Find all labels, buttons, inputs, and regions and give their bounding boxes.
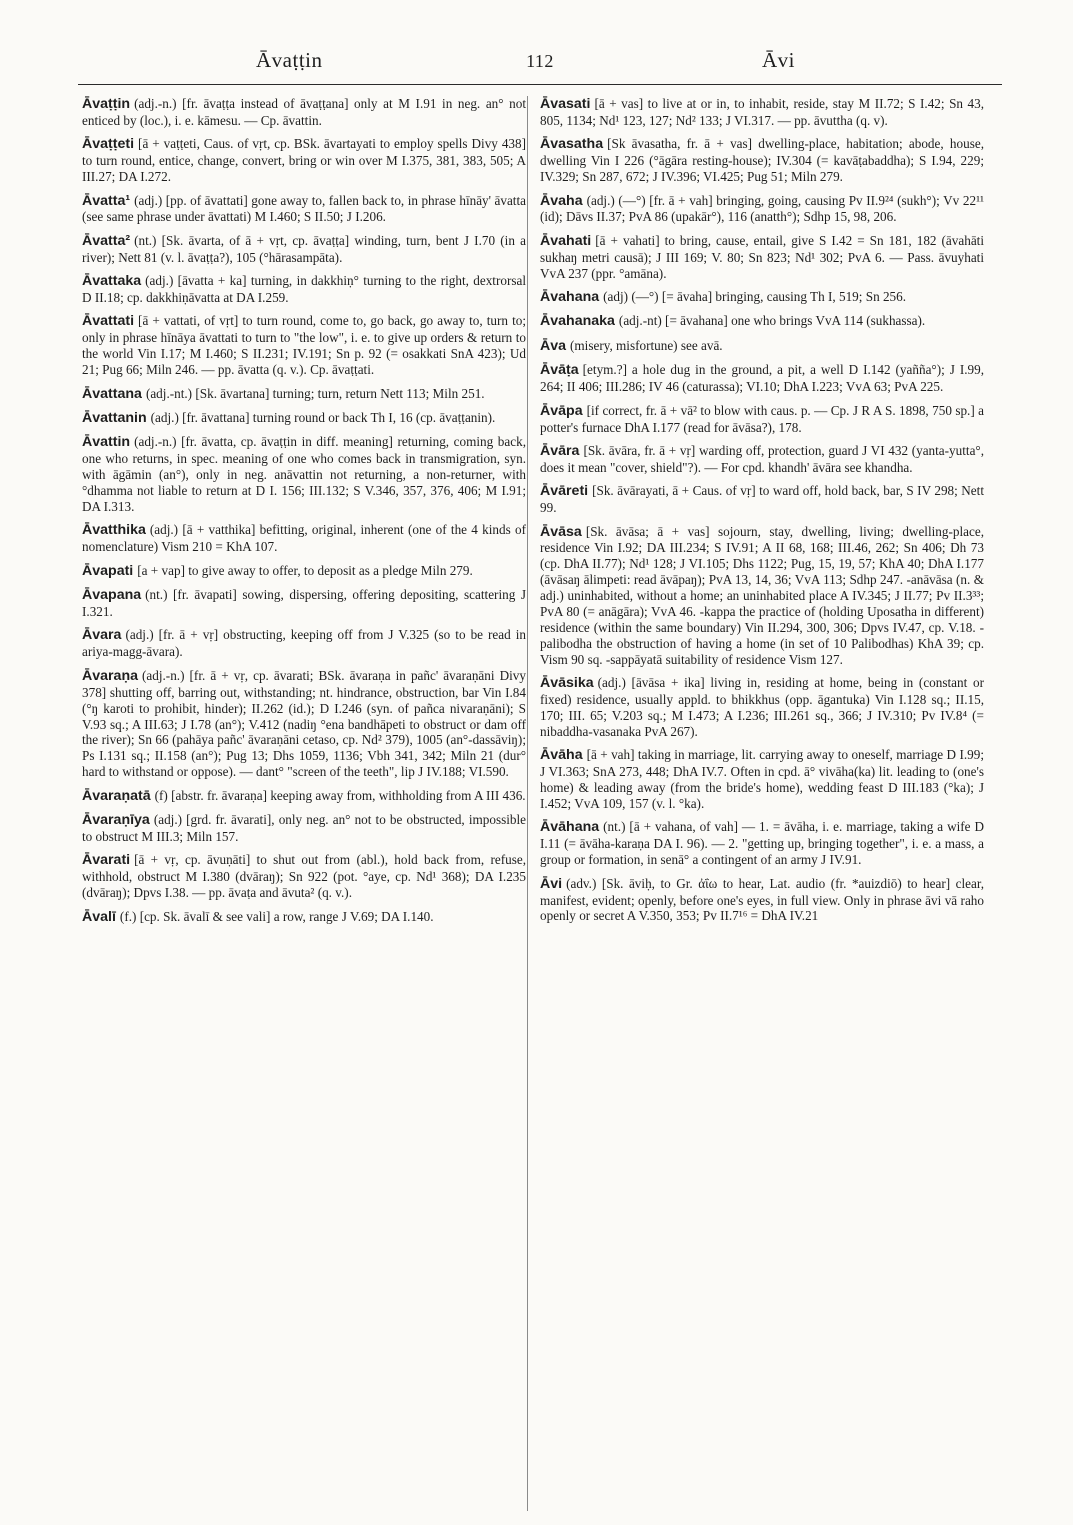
entry-headword: Āvāsika bbox=[540, 675, 594, 692]
entry-definition: (f) [abstr. fr. āvaraṇa] keeping away from, withholding from A III 436. bbox=[154, 787, 526, 803]
entry-definition: [etym.?] a hole dug in the ground, a pit, a well D I.142 (yañña°); J I.99, 264; II 406; III.286; IV 46 (caturassa); VI.10; DhA I.223; VvA 63; PvA 225. bbox=[540, 362, 984, 395]
entry-definition: (adv.) [Sk. āviḥ, to Gr. ἀΐω to hear, Lat. audio (fr. *auizdiō) to hear] clear, manifest, evident; openly, before one's eyes, in full view. Only in phrase āvi vā raho openly or secret A V.350, 353; Pv II.7¹⁶ = DhA IV.21 bbox=[540, 875, 984, 924]
entry-headword: Āvatthika bbox=[82, 522, 146, 539]
dictionary-entry bbox=[540, 483, 984, 516]
running-head bbox=[78, 44, 1002, 85]
dictionary-entry bbox=[82, 313, 526, 378]
dictionary-entry bbox=[540, 233, 984, 282]
right-column bbox=[540, 96, 984, 932]
dictionary-entry bbox=[540, 747, 984, 812]
entry-headword: Āvaraṇatā bbox=[82, 787, 151, 804]
entry-definition: (nt.) [fr. āvapati] sowing, dispersing, offering depositing, scattering J I.321. bbox=[82, 587, 526, 620]
entry-headword: Āvattati bbox=[82, 313, 135, 330]
dictionary-entry bbox=[540, 524, 984, 668]
dictionary-entry bbox=[82, 193, 526, 226]
dictionary-entry bbox=[82, 273, 526, 306]
entry-headword: Āvaraṇa bbox=[82, 667, 138, 684]
entry-definition: [if correct, fr. ā + vā² to blow with caus. p. — Cp. J R A S. 1898, 750 sp.] a potter's furnace DhA I.177 (read for āvāsa?), 178. bbox=[540, 402, 984, 435]
entry-headword: Āvāra bbox=[540, 442, 580, 459]
entry-headword: Āvāreti bbox=[540, 483, 589, 500]
dictionary-entry bbox=[82, 668, 526, 780]
dictionary-entry bbox=[540, 338, 984, 355]
entry-definition: (adj.) [ā + vatthika] befitting, original, inherent (one of the 4 kinds of nomenclature) Vism 210 = KhA 107. bbox=[82, 522, 526, 555]
column-divider bbox=[527, 96, 528, 1511]
entry-headword: Āvāha bbox=[540, 747, 583, 764]
entry-headword: Āvaṭṭeti bbox=[82, 136, 135, 153]
entry-definition: (f.) [cp. Sk. āvalī & see vali] a row, range J V.69; DA I.140. bbox=[119, 908, 434, 924]
entry-definition: (adj.-nt) [= āvahana] one who brings VvA 114 (sukhassa). bbox=[618, 313, 926, 329]
dictionary-entry bbox=[540, 403, 984, 436]
entry-definition: (adj.) [āvatta + ka] turning, in dakkhiṇ° turning to the right, dextrorsal D II.18; cp. dakkhiṇāvatta at DA I.259. bbox=[82, 273, 526, 306]
entry-definition: (adj.-n.) [fr. ā + vṛ, cp. āvarati; BSk. āvaraṇa in pañc' āvaraṇāni Divy 378] shutting off, barring out, withstanding; nt. hindrance, obstruction, bar Vin I.84 (°ŋ karoti to prohibit, hinder); II.262 (id.); D I.246 (syn. of pañca nivaraṇāni); S V.93 sq.; A III.63; J I.78 (an°); V.412 (nadiŋ °ena bandhāpeti to obstruct or dam off the river); Sn 66 (pahāya pañc' āvaraṇāni cetaso, cp. Nd² 379), 1005 (an°-dassāviŋ); Ps I.131 sq.; II.158 (an°); Pug 13; Dhs 1059, 1136; Vbh 341, 342; Miln 21 (dur° hard to withstand or oppose). — dant° "screen of the teeth", lip J IV.188; VI.590. bbox=[82, 667, 526, 780]
dictionary-entry bbox=[82, 587, 526, 620]
entry-definition: (adj.) [grd. fr. āvarati], only neg. an° not to be obstructed, impossible to obstruct M III.3; Miln 157. bbox=[82, 812, 526, 844]
dictionary-entry bbox=[82, 386, 526, 403]
entry-headword: Āvāpa bbox=[540, 402, 583, 419]
entry-headword: Āvāhana bbox=[540, 819, 600, 836]
entry-headword: Āvāsa bbox=[540, 523, 582, 540]
header-left-guideword: Āvaṭṭin bbox=[256, 48, 323, 72]
entry-definition: (nt.) [ā + vahana, of vah] — 1. = āvāha, i. e. marriage, taking a wife D I.11 (= āvāha-karaṇa DA I. 96). — 2. "getting up, bringing together", i. e. a mass, a group or formation, in senā° a contingent of an army J IV.91. bbox=[540, 819, 984, 868]
entry-definition: (adj.-nt.) [Sk. āvartana] turning; turn, return Nett 113; Miln 251. bbox=[145, 385, 485, 401]
entry-headword: Āvahana bbox=[540, 289, 600, 306]
entry-headword: Āva bbox=[540, 337, 567, 354]
entry-headword: Āvahanaka bbox=[540, 313, 615, 330]
dictionary-entry bbox=[82, 627, 526, 660]
dictionary-entry bbox=[82, 563, 526, 580]
header-right-guideword: Āvi bbox=[762, 48, 795, 72]
dictionary-entry bbox=[82, 136, 526, 185]
entry-headword: Āvapana bbox=[82, 587, 142, 604]
dictionary-entry bbox=[82, 522, 526, 555]
entry-headword: Āvapati bbox=[82, 562, 134, 579]
entry-definition: [Sk. āvārayati, ā + Caus. of vṛ] to ward off, hold back, bar, S IV 298; Nett 99. bbox=[540, 483, 984, 516]
dictionary-entry bbox=[540, 362, 984, 395]
entry-headword: Āvara bbox=[82, 627, 122, 644]
entry-definition: [Sk. āvāsa; ā + vas] sojourn, stay, dwelling, living; dwelling-place, residence Vin I.92; DA III.234; S IV.91; A II 68, 168; III.46, 262; Sn 406; Dh 73 (cp. DhA II.77); Nd¹ 128; J VI.105; Dhs 1122; Pug, 15, 19, 57; KhA 40; DhA I.177 (āvāsaŋ ālimpeti: read āvāpaŋ); PvA 13, 14, 36; VvA 113; Sdhp 247. -anāvāsa (n. & adj.) uninhabited, without a home; an uninhabited place A IV.345; J II.77; Pv II.3³³; PvA 80 (= anāgāra); VvA 46. -kappa the practice of (holding Uposatha in different) residence (within the same boundary) Vin II.294, 300, 306; Dpvs IV.47, cp. V.18. -palibodha the obstruction of having a home (in set of 10 Palibodhas) KhA 39; cp. Vism 90 sq. -sappāyatā suitability of residence Vism 127. bbox=[540, 523, 984, 667]
entry-definition: (adj.) (—°) [fr. ā + vah] bringing, going, causing Pv II.9²⁴ (sukh°); Vv 22¹¹ (id); Dāvs II.37; PvA 86 (upakār°), 116 (anatth°); Sdhp 15, 98, 206. bbox=[540, 192, 984, 225]
entry-headword: Āvalī bbox=[82, 908, 116, 925]
entry-definition: [ā + vas] to live at or in, to inhabit, reside, stay M II.72; S I.42; Sn 43, 805, 1134; Nd¹ 123, 127; Nd² 133; J VI.317. — pp. āvuttha (q. v). bbox=[540, 96, 984, 128]
entry-definition: (adj.-n.) [fr. āvaṭṭa instead of āvaṭṭana] only at M I.91 in neg. an° not enticed by (loc.), i. e. kāmesu. — Cp. āvattin. bbox=[82, 96, 526, 128]
entry-headword: Āvi bbox=[540, 875, 563, 892]
entry-headword: Āvasati bbox=[540, 96, 591, 112]
dictionary-entry bbox=[540, 289, 984, 306]
entry-definition: (adj.) [āvāsa + ika] living in, residing at home, being in (constant or fixed) residence, usually appld. to bhikkhus (opp. āgantuka) Vin I.128 sq.; II.15, 170; III. 65; V.203 sq.; M I.473; A I.236; III.261 sq., 366; J IV.310; Pv IV.8⁴ (= nibaddha-vasanaka PvA 267). bbox=[540, 675, 984, 739]
entry-headword: Āvarati bbox=[82, 852, 131, 869]
entry-headword: Āvaṭṭin bbox=[82, 96, 131, 112]
dictionary-entry bbox=[540, 96, 984, 129]
dictionary-entry bbox=[82, 96, 526, 129]
entry-headword: Āvaraṇīya bbox=[82, 812, 150, 829]
dictionary-entry bbox=[82, 852, 526, 901]
entry-definition: [ā + vaṭṭeti, Caus. of vṛt, cp. BSk. āvartayati to employ spells Divy 438] to turn round, entice, change, convert, bring or win over M I.375, 381, 383, 505; A III.27; DA I.272. bbox=[82, 136, 526, 185]
entry-definition: [ā + vahati] to bring, cause, entail, give S I.42 = Sn 181, 182 (āvahāti sukhaŋ metri causā); J III 169; V. 80; Sn 823; Nd¹ 302; PvA 6. — Pass. āvuyhati VvA 237 (ppr. °amāna). bbox=[540, 232, 984, 281]
entry-definition: (adj) (—°) [= āvaha] bringing, causing Th I, 519; Sn 256. bbox=[603, 289, 907, 305]
entry-headword: Āvattana bbox=[82, 385, 142, 402]
entry-definition: [Sk. āvāra, fr. ā + vṛ] warding off, protection, guard J VI 432 (yanta-yutta°, does it mean "cover, shield"?). — For cpd. khandh' āvāra see khandha. bbox=[540, 442, 984, 475]
left-column bbox=[82, 96, 526, 933]
dictionary-entry bbox=[82, 812, 526, 845]
entry-headword: Āvaha bbox=[540, 192, 583, 209]
entry-definition: [a + vap] to give away to offer, to deposit as a pledge Miln 279. bbox=[137, 562, 473, 578]
entry-definition: (misery, misfortune) see avā. bbox=[570, 337, 723, 353]
dictionary-entry bbox=[540, 136, 984, 185]
entry-definition: (adj.-n.) [fr. āvatta, cp. āvaṭṭin in diff. meaning] returning, coming back, one who returns, in spec. meaning of one who comes back in transmigration, syn. with āgāmin (an°), only in neg. anāvattin not returning, a non-returner, with °dhamma not liable to return at D I. 156; III.132; S V.346, 357, 376, 406; M I.91; DA I.313. bbox=[82, 434, 526, 515]
entry-definition: (adj.) [fr. āvattana] turning round or back Th I, 16 (cp. āvaṭṭanin). bbox=[150, 410, 496, 425]
entry-headword: Āvattin bbox=[82, 434, 131, 451]
entry-headword: Āvāṭa bbox=[540, 362, 579, 379]
entry-definition: (adj.) [fr. ā + vṛ] obstructing, keeping off from J V.325 (so to be read in ariya-magg-āvara). bbox=[82, 627, 526, 660]
entry-definition: [ā + vattati, of vṛt] to turn round, come to, go back, go away to, turn to; only in phrase hīnāya āvattati to turn to "the low", i. e. to give up orders & return to the world Vin I.17; M I.460; S II.231; IV.191; Sn p. 92 (= osakkati SnA 423); Ud 21; Pug 66; Miln 246. — pp. āvatta (q. v.). Cp. āvaṭṭati. bbox=[82, 313, 526, 378]
dictionary-entry bbox=[82, 410, 526, 427]
dictionary-entry bbox=[82, 909, 526, 926]
entry-definition: [ā + vṛ, cp. āvuṇāti] to shut out from (abl.), hold back from, refuse, withhold, obstruct M I.380 (dvāraŋ); Sn 922 (pot. °aye, cp. Nd¹ 368); DA I.235 (dvāraŋ); Dpvs I.38. — pp. āvaṭa and āvuta² (q. v.). bbox=[82, 852, 526, 901]
entry-headword: Āvatta¹ bbox=[82, 192, 131, 209]
dictionary-entry bbox=[540, 443, 984, 476]
entry-headword: Āvattanin bbox=[82, 410, 147, 426]
dictionary-entry bbox=[540, 313, 984, 330]
dictionary-entry bbox=[82, 788, 526, 805]
dictionary-entry bbox=[540, 193, 984, 226]
entry-definition: [ā + vah] taking in marriage, lit. carrying away to oneself, marriage D I.99; J VI.363; SnA 273, 448; DhA IV.7. Often in cpd. ā° vivāha(ka) lit. leading to (one's home) & leading away (from the bride's home), wedding feast D III.183 (°ka); J I.452; VvA 109, 157 (v. l. °ka). bbox=[540, 747, 984, 812]
entry-headword: Āvatta² bbox=[82, 232, 131, 249]
dictionary-entry bbox=[540, 876, 984, 925]
entry-definition: (nt.) [Sk. āvarta, of ā + vṛt, cp. āvaṭṭa] winding, turn, bent J I.70 (in a river); Nett 81 (v. l. āvaṭṭa?), 105 (°hārasampāta). bbox=[82, 232, 526, 265]
dictionary-entry bbox=[540, 675, 984, 740]
dictionary-entry bbox=[82, 233, 526, 266]
page-number: 112 bbox=[526, 51, 554, 71]
entry-headword: Āvasatha bbox=[540, 136, 604, 153]
dictionary-entry bbox=[540, 819, 984, 868]
entry-headword: Āvattaka bbox=[82, 273, 142, 290]
entry-definition: [Sk āvasatha, fr. ā + vas] dwelling-place, habitation; abode, house, dwelling Vin I 226 (°āgāra resting-house); IV.304 (= kavāṭabaddha); S I.94, 229; IV.329; Sn 287, 672; J IV.396; VI.425; Pug 51; Miln 279. bbox=[540, 136, 984, 185]
entry-headword: Āvahati bbox=[540, 232, 592, 249]
entry-definition: (adj.) [pp. of āvattati] gone away to, fallen back to, in phrase hīnāy' āvatta (see same phrase under āvattati) M I.460; S II.50; J I.206. bbox=[82, 192, 526, 225]
dictionary-entry bbox=[82, 434, 526, 515]
